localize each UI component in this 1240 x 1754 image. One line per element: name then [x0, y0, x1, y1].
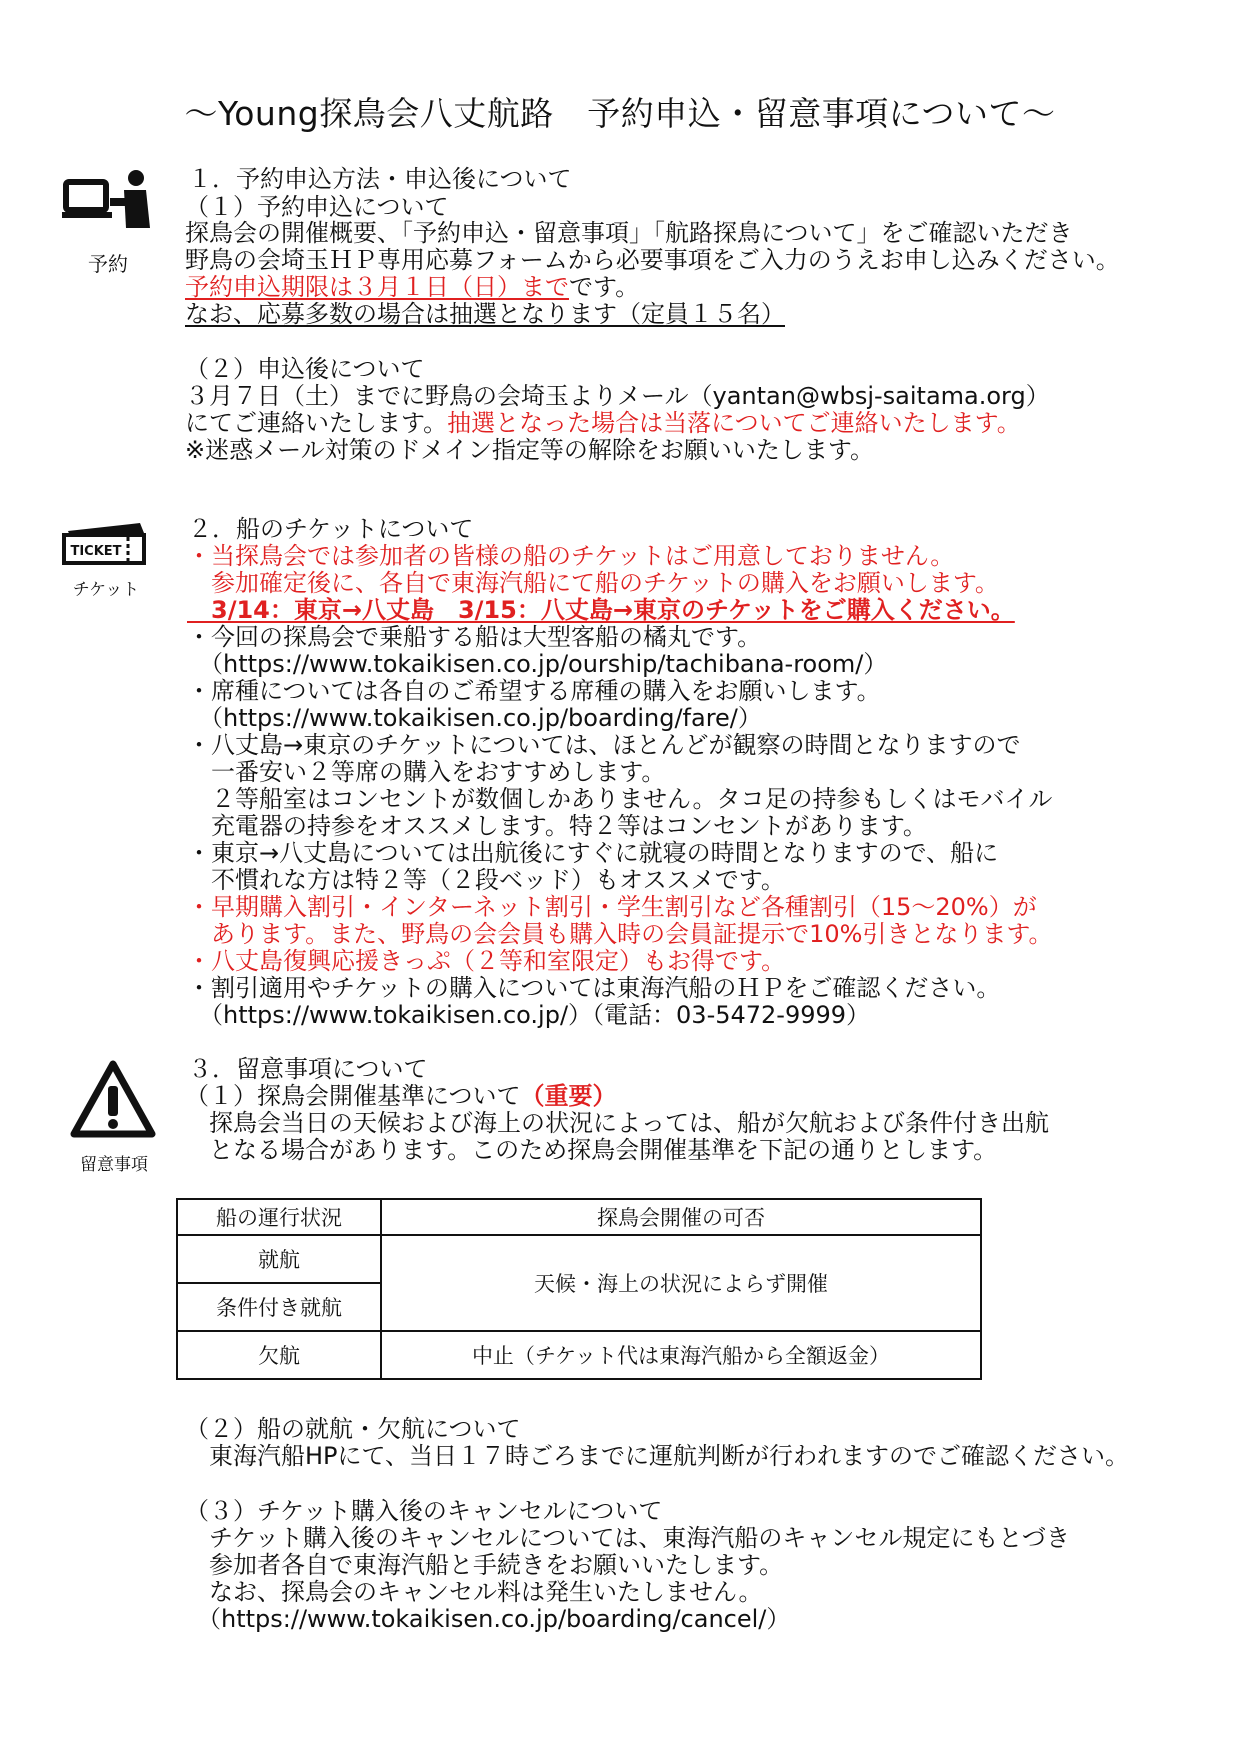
section1-heading: １．予約申込方法・申込後について: [188, 165, 572, 193]
table-header-row: [177, 1199, 981, 1235]
section3-sub3-line4: （https://www.tokaikisen.co.jp/boarding/cancel/）: [185, 1605, 791, 1633]
warning-icon-label: 留意事項: [80, 1155, 148, 1175]
table-row: [177, 1235, 981, 1283]
ticket-line-3: 3/14：東京→八丈島 3/15：八丈島→東京のチケットをご購入ください。: [187, 596, 1015, 624]
deadline-rest: です。: [569, 273, 640, 301]
ticket-line-7: （https://www.tokaikisen.co.jp/boarding/fare/）: [187, 704, 762, 732]
section3-sub3-line3: なお、探鳥会のキャンセル料は発生いたしません。: [185, 1578, 763, 1606]
table-cell-status: 欠航: [177, 1331, 381, 1379]
ticket-line-12: ・東京→八丈島については出航後にすぐに就寝の時間となりますので、船に: [187, 839, 999, 867]
ticket-line-17: ・割引適用やチケットの購入については東海汽船のＨＰをご確認ください。: [187, 974, 1001, 1002]
ticket-icon-label: チケット: [72, 580, 140, 600]
lottery-result-note: 抽選となった場合は当落についてご連絡いたします。: [447, 409, 1021, 437]
table-header: 探鳥会開催の可否: [381, 1199, 981, 1235]
svg-text:TICKET: TICKET: [70, 544, 122, 559]
section1-sub2-line3: ※迷惑メール対策のドメイン指定等の解除をお願いいたします。: [185, 436, 874, 464]
ticket-line-5: （https://www.tokaikisen.co.jp/ourship/tachibana-room/）: [187, 650, 888, 678]
page-title: ～Young探鳥会八丈航路 予約申込・留意事項について～: [184, 94, 1056, 133]
person-at-computer-icon: [62, 168, 152, 238]
deadline-red: 予約申込期限は３月１日（日）まで: [185, 273, 569, 301]
criteria-table: [176, 1198, 982, 1380]
section3-sub2-line1: 東海汽船HPにて、当日１７時ごろまでに運航判断が行われますのでご確認ください。: [185, 1442, 1130, 1470]
ticket-line-14: ・早期購入割引・インターネット割引・学生割引など各種割引（15～20%）が: [187, 893, 1037, 921]
section1-sub2-line1: ３月７日（土）までに野鳥の会埼玉よりメール（yantan@wbsj-saitama.org）: [185, 382, 1050, 410]
important-mark: （重要）: [520, 1082, 617, 1110]
warning-icon: [70, 1060, 156, 1140]
table-header: 船の運行状況: [177, 1199, 381, 1235]
table-cell-result: 天候・海上の状況によらず開催: [381, 1235, 981, 1331]
ticket-line-1: ・当探鳥会では参加者の皆様の船のチケットはご用意しておりません。: [187, 542, 955, 570]
ticket-line-6: ・席種については各自のご希望する席種の購入をお願いします。: [187, 677, 881, 705]
section3-sub1-line1: 探鳥会当日の天候および海上の状況によっては、船が欠航および条件付き出航: [185, 1109, 1049, 1137]
section3-sub3-line1: チケット購入後のキャンセルについては、東海汽船のキャンセル規定にもとづき: [185, 1524, 1070, 1552]
section3-sub1-heading: [185, 1082, 617, 1110]
deadline-line: [185, 273, 639, 301]
section1-sub1-line2: 野鳥の会埼玉ＨＰ専用応募フォームから必要事項をご入力のうえお申し込みください。: [185, 246, 1120, 274]
section2-heading: ２．船のチケットについて: [188, 515, 474, 543]
ticket-line-15: あります。また、野鳥の会会員も購入時の会員証提示で10%引きとなります。: [187, 920, 1053, 948]
contact-note: にてご連絡いたします。: [185, 409, 448, 437]
lottery-note: なお、応募多数の場合は抽選となります（定員１５名）: [185, 300, 785, 328]
ticket-line-2: 参加確定後に、各自で東海汽船にて船のチケットの購入をお願いします。: [187, 569, 999, 597]
table-cell-result: 中止（チケット代は東海汽船から全額返金）: [381, 1331, 981, 1379]
criteria-heading: （１）探鳥会開催基準について: [185, 1082, 521, 1110]
section3-heading: ３．留意事項について: [188, 1055, 428, 1083]
section3-sub1-line2: となる場合があります。このため探鳥会開催基準を下記の通りとします。: [185, 1136, 998, 1164]
ticket-line-10: ２等船室はコンセントが数個しかありません。タコ足の持参もしくはモバイル: [187, 785, 1053, 813]
ticket-line-13: 不慣れな方は特２等（２段ベッド）もオススメです。: [187, 866, 785, 894]
section1-sub1-heading: （１）予約申込について: [185, 193, 449, 221]
ticket-line-9: 一番安い２等席の購入をおすすめします。: [187, 758, 666, 786]
ticket-icon: [62, 521, 150, 565]
reserve-icon-label: 予約: [88, 252, 128, 276]
ticket-line-16: ・八丈島復興応援きっぷ（２等和室限定）もお得です。: [187, 947, 786, 975]
ticket-line-4: ・今回の探鳥会で乗船する船は大型客船の橘丸です。: [187, 623, 762, 651]
section1-sub2-line2: [185, 409, 1021, 437]
section3-sub2-heading: （２）船の就航・欠航について: [185, 1415, 521, 1443]
ticket-line-18: （https://www.tokaikisen.co.jp/）（電話：03-5472-9999）: [187, 1001, 871, 1029]
section1-sub1-line1: 探鳥会の開催概要、「予約申込・留意事項」「航路探鳥について」をご確認いただき: [185, 219, 1073, 247]
section3-sub3-heading: （３）チケット購入後のキャンセルについて: [185, 1497, 663, 1525]
table-cell-status: 条件付き就航: [177, 1283, 381, 1331]
section3-sub3-line2: 参加者各自で東海汽船と手続きをお願いいたします。: [185, 1551, 784, 1579]
table-row: [177, 1331, 981, 1379]
table-cell-status: 就航: [177, 1235, 381, 1283]
ticket-line-11: 充電器の持参をオススメします。特２等はコンセントがあります。: [187, 812, 927, 840]
section1-sub2-heading: （２）申込後について: [185, 355, 425, 383]
ticket-line-8: ・八丈島→東京のチケットについては、ほとんどが観察の時間となりますので: [187, 731, 1021, 759]
